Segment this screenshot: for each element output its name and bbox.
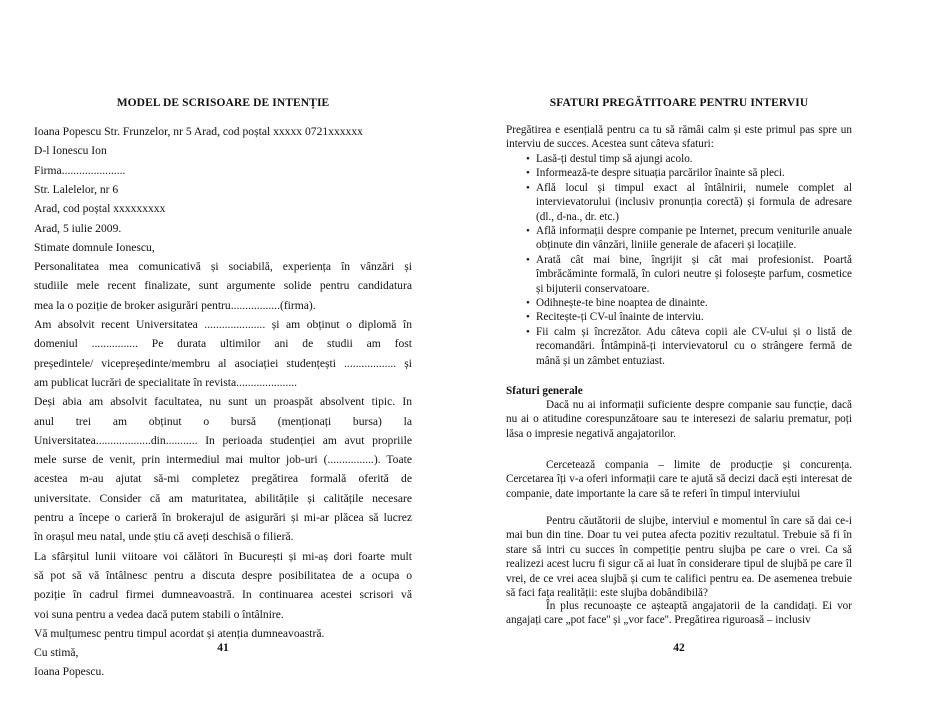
tip-item: • Recitește-ți CV-ul înainte de interviu.: [506, 310, 852, 324]
tip-item: • Află locul și timpul exact al întâlnirii, numele complet al intervievatorului (inclusiv pronunția corectă) și formula de adresare (dl., d-na., dr. etc.): [506, 181, 852, 224]
letter-line: mele surse de venit, prin intermediul mai multor job-uri (................). Toate: [34, 453, 412, 467]
letter-line: voi suna pentru a vedea dacă putem stabili o întâlnire.: [34, 607, 284, 621]
letter-line: Ioana Popescu.: [34, 665, 105, 679]
letter-line: La sfârșitul lunii viitoare voi călători în București și mi-aș dori foarte mult: [34, 549, 412, 563]
letter-line: domeniul ................ Pe durata ultimilor ani de studii am fost: [34, 337, 412, 351]
letter-line: studiile mele recent finalizate, sunt argumente solide pentru candidatura: [34, 279, 412, 293]
letter-line: președintele/ vicepreședinte/membru al asociației studențești .................. și: [34, 356, 412, 370]
letter-line: Universitatea...................din........... In perioada studenției am avut propriile: [34, 433, 412, 447]
general-paragraph-2: Cercetează compania – limite de producție și concurența. Cercetarea îți v-a oferi informații care te ajută să decizi dacă ești interesat de companie, date importante la care să te referi în timpul interviului: [506, 459, 852, 500]
letter-line: Ioana Popescu Str. Frunzelor, nr 5 Arad, cod poștal xxxxx 0721xxxxxx: [34, 125, 363, 138]
letter-line: Cu stimă,: [34, 646, 79, 660]
letter-line: Arad, 5 iulie 2009.: [34, 221, 122, 235]
general-paragraph-3: Pentru căutătorii de slujbe, interviul e momentul în care să dai ce-i mai bun din tine. Doar tu vei putea afecta pozitiv rezultatul. Trebuie să fi în stare să intri cu succes în competiție pentru slujba pe care o vrei. Ca să realizezi acest lucru fi sigur că ai luat în considerare tipul de slujbă pe care îl vrei, de ce vrei acea slujbă și cum te califici pentru ea. De asemenea trebuie să faci fața realității: este slujba dobândibilă?: [506, 515, 852, 600]
letter-line: mea la o poziție de broker asigurări pentru.................(firma).: [34, 298, 316, 312]
right-page-title: SFATURI PREGĂTITOARE PENTRU INTERVIU: [549, 97, 809, 109]
letter-line: anul trei am obținut o bursă (menționați bursa) la: [34, 414, 412, 428]
letter-line: Personalitatea mea comunicativă și sociabilă, experiența în vânzări și: [34, 260, 412, 274]
letter-line: Str. Lalelelor, nr 6: [34, 182, 119, 196]
tip-item: • Află informații despre companie pe Internet, precum veniturile anuale obținute din vânzări, liniile generale de afaceri și locațiile.: [506, 224, 852, 253]
letter-line: pentru a începe o carieră în brokerajul de asigurări și mi-ar plăcea să lucrez: [34, 511, 412, 524]
letter-line: Deși abia am absolvit facultatea, nu sunt un proaspăt absolvent tipic. In: [34, 395, 412, 409]
letter-line: D-l Ionescu Ion: [34, 144, 107, 158]
page-number-left: 41: [217, 642, 229, 654]
general-paragraph-4: În plus recunoaște ce așteaptă angajatorii de la candidați. Ei vor angajați care „pot face'' și „vor face''. Pregătirea riguroasă – inclusiv: [506, 600, 852, 627]
tips-list: [506, 152, 852, 368]
left-page: [34, 0, 412, 728]
page-number-right: 42: [673, 642, 685, 654]
tip-item: • Odihnește-te bine noaptea de dinainte.: [506, 296, 852, 310]
letter-line: Vă mulțumesc pentru timpul acordat și atenția dumneavoastră.: [34, 626, 325, 640]
intro-paragraph: Pregătirea e esențială pentru ca tu să rămâi calm și este primul pas spre un interviu de succes. Acestea sunt câteva sfaturi:: [506, 124, 852, 151]
tip-item: • Informează-te despre situația parcărilor înainte să pleci.: [506, 166, 852, 180]
letter-line: Am absolvit recent Universitatea ..................... și am obținut o diplomă în: [34, 318, 412, 331]
right-page: [506, 0, 852, 728]
letter-line: Firma......................: [34, 163, 126, 177]
tip-item: • Arată cât mai bine, îngrijit și cât mai profesionist. Poartă îmbrăcăminte formală, în culori neutre și folosește parfum, cosmetice și bijuterii conservatoare.: [506, 253, 852, 296]
letter-line: poziție în cadrul firmei dumneavoastră. In continuarea acestei scrisori vă: [34, 588, 412, 602]
letter-line: universitate. Consider că am maturitatea, abilitățile și calitățile necesare: [34, 491, 412, 505]
tip-item: • Fii calm și încrezător. Adu câteva copii ale CV-ului și o listă de recomandări. Întâmpină-ți intervievatorul cu o strângere fermă de mână și un zâmbet entuziast.: [506, 325, 852, 368]
left-page-title: MODEL DE SCRISOARE DE INTENȚIE: [116, 97, 330, 109]
letter-line: în orașul meu natal, unde știu că aveți deschisă o filieră.: [34, 530, 294, 544]
letter-line: Stimate domnule Ionescu,: [34, 240, 155, 254]
tip-item: • Lasă-ți destul timp să ajungi acolo.: [506, 152, 852, 166]
letter-line: Arad, cod poștal xxxxxxxxx: [34, 202, 166, 216]
general-tips-heading: Sfaturi generale: [506, 385, 583, 397]
letter-line: să pot să vă întâlnesc pentru a discuta despre posibilitatea de a ocupa o: [34, 568, 412, 582]
general-paragraph-1: Dacă nu ai informații suficiente despre companie sau funcție, dacă nu ai o atitudine corespunzătoare sau te interesezi de salariu prematur, poți lăsa o impresie negativă angajatorilor.: [506, 399, 852, 440]
letter-line: am publicat lucrări de specialitate în revista.....................: [34, 375, 298, 389]
letter-line: acestea m-au ajutat să-mi completez pregătirea formală oferită de: [34, 472, 412, 486]
